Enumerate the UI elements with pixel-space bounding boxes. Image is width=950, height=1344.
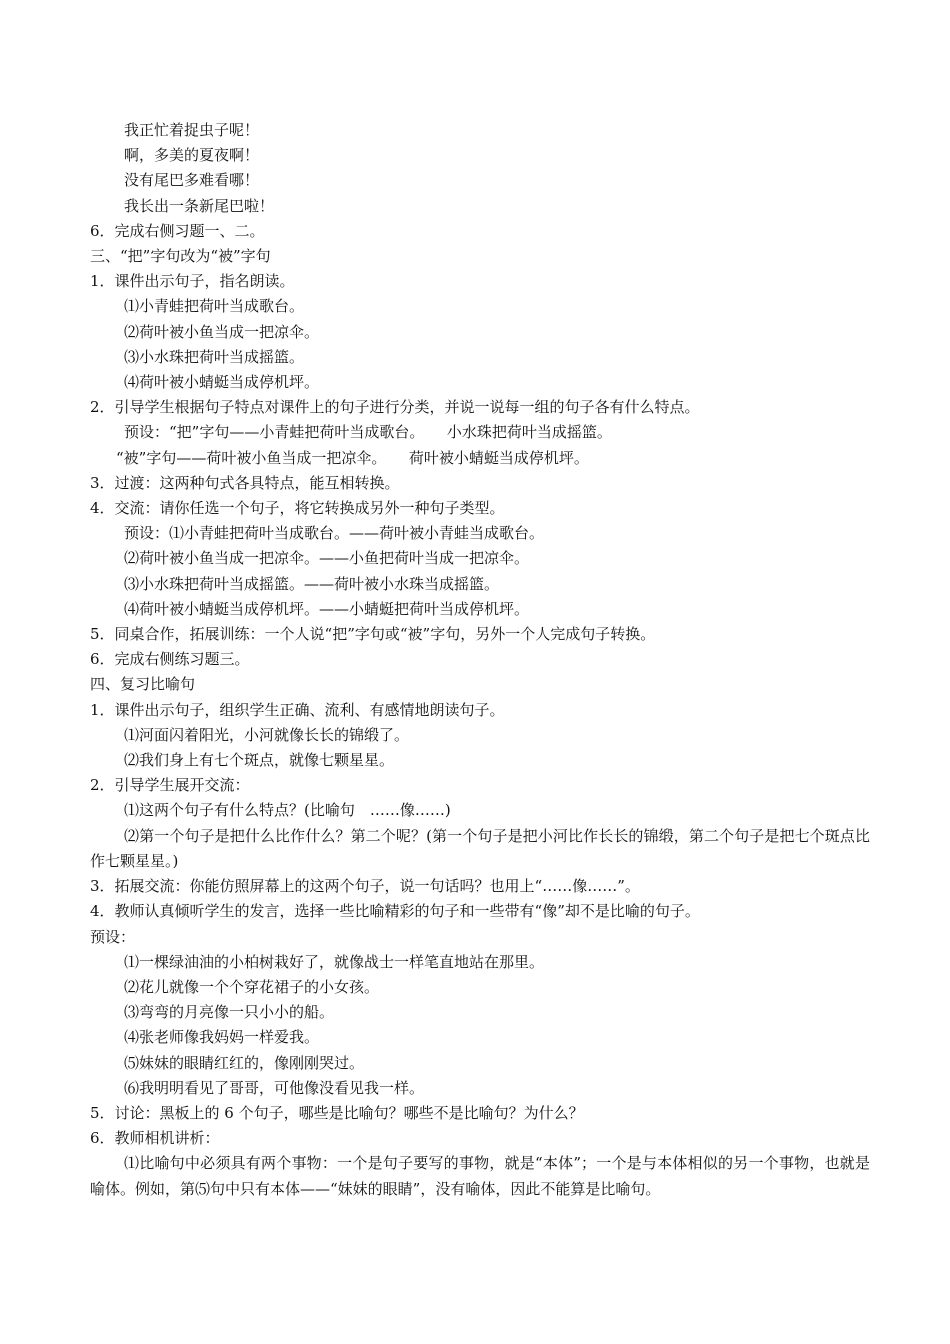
text-line: 我长出一条新尾巴啦！: [124, 196, 275, 215]
text-line: ⑴小青蛙把荷叶当成歌台。: [124, 297, 305, 316]
text-line: ⑷荷叶被小蜻蜓当成停机坪。: [124, 373, 320, 392]
text-line: ⑴一棵绿油油的小柏树栽好了，就像战士一样笔直地站在那里。: [124, 952, 545, 971]
text-line: 3．过渡：这两种句式各具特点，能互相转换。: [90, 473, 400, 492]
text-line: 三、“把”字句改为“被”字句: [90, 247, 271, 266]
text-line: ⑵我们身上有七个斑点，就像七颗星星。: [124, 751, 395, 770]
text-line: ⑴比喻句中必须具有两个事物：一个是句子要写的事物，就是“本体”；一个是与本体相似的另一个事物，也就是喻体。例如，第⑸句中只有本体——“妹妹的眼睛”，没有喻体，因此不能算是比喻句。: [90, 1154, 870, 1198]
text-line: 没有尾巴多难看哪！: [124, 171, 260, 190]
text-line: 6．教师相机讲析：: [90, 1129, 220, 1148]
text-line: ⑷荷叶被小蜻蜓当成停机坪。——小蜻蜓把荷叶当成停机坪。: [124, 599, 530, 618]
text-line: 3．拓展交流：你能仿照屏幕上的这两个句子，说一句话吗？也用上“……像……”。: [90, 877, 640, 896]
text-line: 4．教师认真倾听学生的发言，选择一些比喻精彩的句子和一些带有“像”却不是比喻的句子。: [90, 902, 700, 921]
text-line: 5．讨论：黑板上的 6 个句子，哪些是比喻句？哪些不是比喻句？为什么？: [90, 1103, 584, 1122]
text-line: 2．引导学生根据句子特点对课件上的句子进行分类，并说一说每一组的句子各有什么特点。: [90, 398, 700, 417]
text-line: 预设：“把”字句——小青蛙把荷叶当成歌台。 小水珠把荷叶当成摇篮。: [124, 423, 612, 442]
text-line: ⑶小水珠把荷叶当成摇篮。: [124, 347, 305, 366]
document-body: [90, 118, 870, 1202]
text-line: 2．引导学生展开交流：: [90, 776, 250, 795]
text-line: ⑴这两个句子有什么特点？(比喻句 ……像……): [124, 801, 451, 820]
text-line: ⑵花儿就像一个个穿花裙子的小女孩。: [124, 977, 380, 996]
text-line: 6．完成右侧练习题三。: [90, 650, 250, 669]
text-line: ⑷张老师像我妈妈一样爱我。: [124, 1028, 320, 1047]
text-line: 5．同桌合作，拓展训练：一个人说“把”字句或“被”字句，另外一个人完成句子转换。: [90, 625, 656, 644]
text-line: 四、复习比喻句: [90, 675, 196, 694]
text-line: 啊，多美的夏夜啊！: [124, 146, 260, 165]
text-line: 6．完成右侧习题一、二。: [90, 221, 265, 240]
text-line: 1．课件出示句子，组织学生正确、流利、有感情地朗读句子。: [90, 700, 505, 719]
text-line: ⑶小水珠把荷叶当成摇篮。——荷叶被小水珠当成摇篮。: [124, 574, 500, 593]
text-line: “被”字句——荷叶被小鱼当成一把凉伞。 荷叶被小蜻蜓当成停机坪。: [116, 448, 589, 467]
text-line: 4．交流：请你任选一个句子，将它转换成另外一种句子类型。: [90, 499, 505, 518]
text-line: 预设：: [90, 927, 136, 946]
text-line: 1．课件出示句子，指名朗读。: [90, 272, 295, 291]
text-line: ⑶弯弯的月亮像一只小小的船。: [124, 1003, 335, 1022]
text-line: ⑵第一个句子是把什么比作什么？第二个呢？(第一个句子是把小河比作长长的锦缎，第二个句子是把七个斑点比作七颗星星。): [90, 826, 870, 870]
text-line: ⑵荷叶被小鱼当成一把凉伞。: [124, 322, 320, 341]
text-line: ⑴河面闪着阳光，小河就像长长的锦缎了。: [124, 725, 410, 744]
text-line: ⑵荷叶被小鱼当成一把凉伞。——小鱼把荷叶当成一把凉伞。: [124, 549, 530, 568]
text-line: 预设：⑴小青蛙把荷叶当成歌台。——荷叶被小青蛙当成歌台。: [124, 524, 545, 543]
text-line: ⑸妹妹的眼睛红红的，像刚刚哭过。: [124, 1053, 365, 1072]
text-line: 我正忙着捉虫子呢！: [124, 121, 260, 139]
text-line: ⑹我明明看见了哥哥，可他像没看见我一样。: [124, 1078, 425, 1097]
